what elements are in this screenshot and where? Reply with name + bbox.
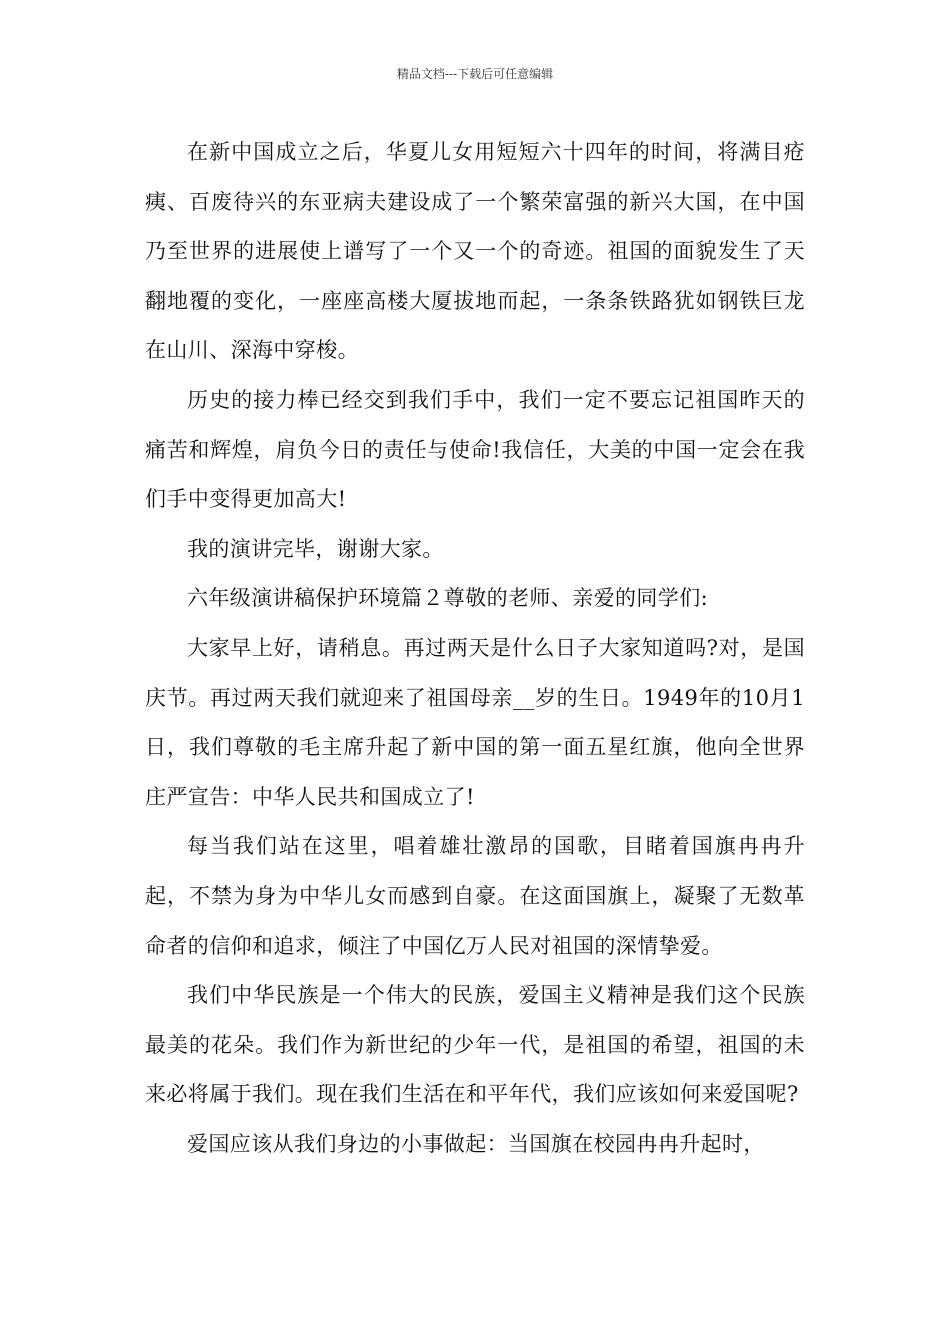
paragraph-4: 六年级演讲稿保护环境篇２尊敬的老师、亲爱的同学们: xyxy=(187,586,709,611)
paragraph-5: 大家早上好，请稍息。再过两天是什么日子大家知道吗?对，是国庆节。再过两天我们就迎来了祖国母亲__岁的生日。1949年的10月1日，我们尊敬的毛主席升起了新中国的第一面五星红旗，他向全世界庄严宣告：中华人民共和国成立了! xyxy=(145,635,805,809)
document-body xyxy=(145,128,805,1169)
page-header: 精品文档---下载后可任意编辑 xyxy=(396,67,554,81)
paragraph-8: 爱国应该从我们身边的小事做起：当国旗在校园冉冉升起时， xyxy=(187,1131,765,1156)
paragraph-3: 我的演讲完毕，谢谢大家。 xyxy=(187,536,444,561)
paragraph-1: 在新中国成立之后，华夏儿女用短短六十四年的时间，将满目疮痍、百废待兴的东亚病夫建设成了一个繁荣富强的新兴大国，在中国乃至世界的进展使上谱写了一个又一个的奇迹。祖国的面貌发生了天翻地覆的变化，一座座高楼大厦拔地而起，一条条铁路犹如钢铁巨龙在山川、深海中穿梭。 xyxy=(145,140,805,363)
paragraph-7: 我们中华民族是一个伟大的民族，爱国主义精神是我们这个民族最美的花朵。我们作为新世纪的少年一代，是祖国的希望，祖国的未来必将属于我们。现在我们生活在和平年代，我们应该如何来爱国呢? xyxy=(145,983,805,1107)
paragraph-6: 每当我们站在这里，唱着雄壮激昂的国歌，目睹着国旗冉冉升起，不禁为身为中华儿女而感到自豪。在这面国旗上，凝聚了无数革命者的信仰和追求，倾注了中国亿万人民对祖国的深情挚爱。 xyxy=(145,834,805,958)
paragraph-2: 历史的接力棒已经交到我们手中，我们一定不要忘记祖国昨天的痛苦和辉煌，肩负今日的责任与使命!我信任，大美的中国一定会在我们手中变得更加高大! xyxy=(145,387,805,512)
